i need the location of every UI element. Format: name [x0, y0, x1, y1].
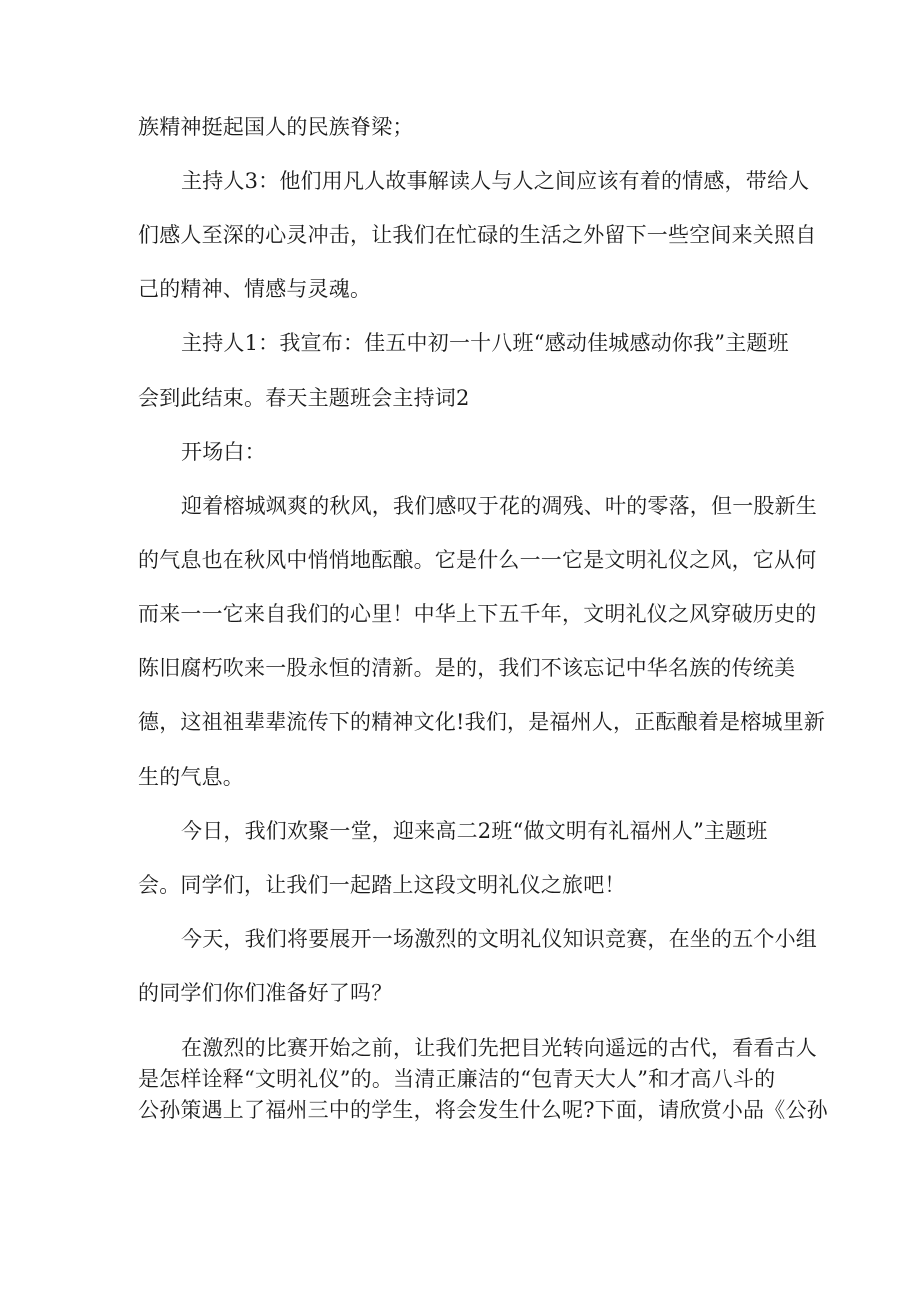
text-line: 己的精神、情感与灵魂。: [138, 277, 372, 301]
text-line: 是怎样诠释“文明礼仪”的。当清正廉洁的“包青天大人”和才高八斗的: [138, 1067, 776, 1091]
text-line: 今天，我们将要展开一场激烈的文明礼仪知识竞赛，在坐的五个小组: [181, 927, 817, 951]
text-line: 主持人3：他们用凡人故事解读人与人之间应该有着的情感，带给人: [181, 169, 810, 193]
text-line: 陈旧腐朽吹来一股永恒的清新。是的，我们不该忘记中华名族的传统美: [138, 656, 796, 680]
text-line: 公孙策遇上了福州三中的学生，将会发生什么呢?下面，请欣赏小品《公孙: [138, 1098, 828, 1122]
text-line: 们感人至深的心灵冲击，让我们在忙碌的生活之外留下一些空间来关照自: [138, 223, 817, 247]
text-line: 迎着榕城飒爽的秋风，我们感叹于花的凋残、叶的零落，但一股新生: [181, 494, 817, 518]
text-line: 族精神挺起国人的民族脊梁；: [138, 115, 414, 139]
text-line: 主持人1：我宣布：佳五中初一十八班“感动佳城感动你我”主题班: [181, 331, 789, 355]
text-line: 的气息也在秋风中悄悄地酝酿。它是什么一一它是文明礼仪之风，它从何: [138, 548, 817, 572]
text-line: 在激烈的比赛开始之前，让我们先把目光转向遥远的古代，看看古人: [181, 1036, 817, 1060]
text-line: 开场白：: [181, 440, 266, 464]
text-line: 而来一一它来自我们的心里！中华上下五千年，文明礼仪之风穿破历史的: [138, 602, 817, 626]
text-line: 的同学们你们准备好了吗？: [138, 981, 393, 1005]
text-line: 德，这祖祖辈辈流传下的精神文化!我们，是福州人，正酝酿着是榕城里新: [138, 710, 826, 734]
text-line: 生的气息。: [138, 765, 244, 789]
text-line: 今日，我们欢聚一堂，迎来高二2班“做文明有礼福州人”主题班: [181, 819, 768, 843]
text-line: 会。同学们，让我们一起踏上这段文明礼仪之旅吧！: [138, 873, 626, 897]
text-line: 会到此结束。春天主题班会主持词2: [138, 386, 470, 410]
